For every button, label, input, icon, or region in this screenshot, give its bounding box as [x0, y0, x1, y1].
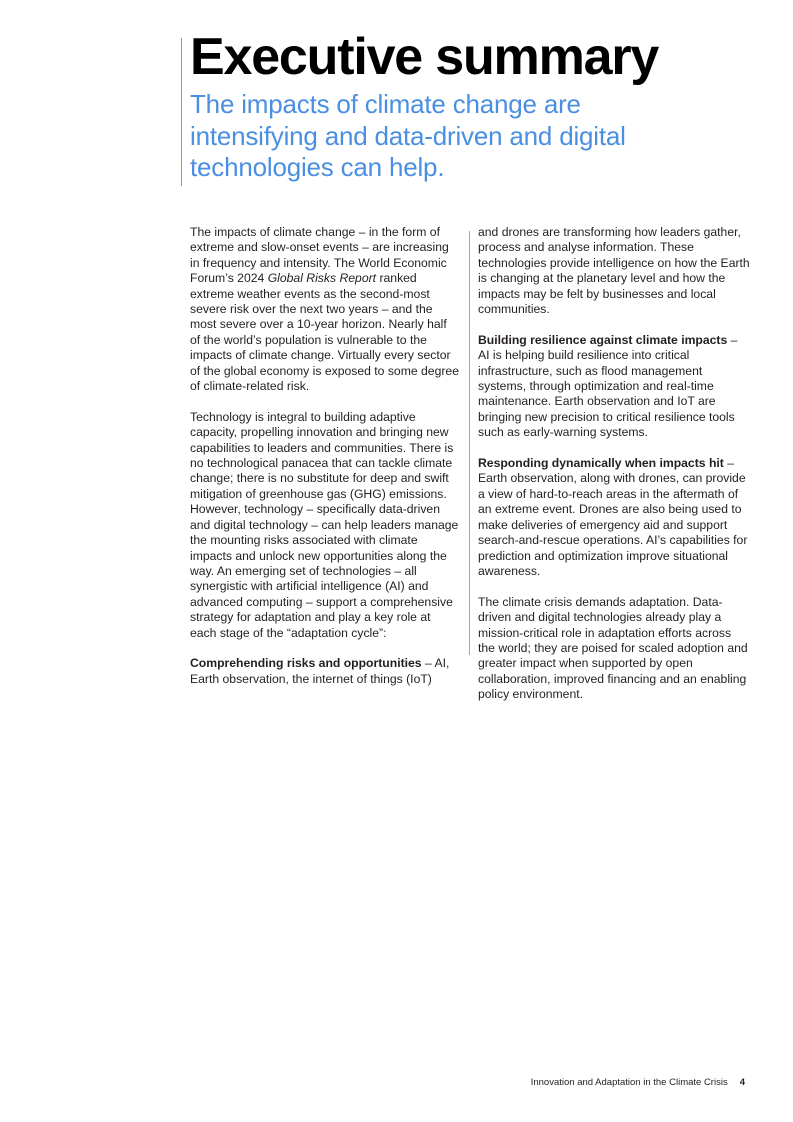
responding-lead: Responding dynamically when impacts hit	[478, 456, 724, 471]
page-subtitle: The impacts of climate change are intensifying and data-driven and digital technologies can help.	[190, 89, 626, 182]
responding-text: – Earth observation, along with drones, can provide a view of hard-to-reach areas in the aftermath of an extreme event. Drones are also being used to make deliveries of emergency aid and support search-and-rescue operations. AI’s capabilities for prediction and optimization improve situational awareness.	[478, 456, 748, 578]
column-divider	[469, 231, 470, 655]
intro-paragraph	[190, 225, 460, 394]
comprehending-text: – AI, Earth observation, the internet of things (IoT)	[190, 656, 450, 686]
intro-text-after: ranked extreme weather events as the second-most severe risk over the next two years – and the most severe over a 10-year horizon. Nearly half of the world’s population is vulnerable to the impacts of climate change. Virtually every sector of the global economy is exposed to some degree of climate-related risk.	[190, 271, 459, 394]
page-number: 4	[739, 1077, 745, 1088]
resilience-text: – AI is helping build resilience into critical infrastructure, such as flood management systems, through optimization and real-time maintenance. Earth observation and IoT are bringing new precision to critical resilience tools such as early-warning systems.	[478, 332, 738, 440]
technology-paragraph: Technology is integral to building adaptive capacity, propelling innovation and bringing new capabilities to leaders and communities. There is no technological panacea that can tackle climate change; there is no substitute for deep and swift mitigation of greenhouse gas (GHG) emissions. However, technology – specifically data-driven and digital technology – can help leaders manage the mounting risks associated with climate impacts and unlock new opportunities along the way. An emerging set of technologies – all synergistic with artificial intelligence (AI) and advanced computing – support a comprehensive strategy for adaptation and play a key role at each stage of the “adaptation cycle”:	[190, 409, 459, 640]
footer-report-title: Innovation and Adaptation in the Climate Crisis	[530, 1077, 728, 1088]
title-vertical-rule	[181, 38, 182, 186]
conclusion-paragraph: The climate crisis demands adaptation. Data-driven and digital technologies already play a mission-critical role in adaptation efforts across the world; they are poised for scaled adoption and greater impact when supported by open collaboration, improved financing and an enabling policy environment.	[478, 594, 748, 702]
responding-paragraph	[478, 456, 750, 579]
page-footer	[531, 1077, 745, 1088]
left-column	[190, 225, 460, 687]
right-column	[478, 225, 750, 703]
resilience-paragraph	[478, 333, 750, 441]
intro-text-before: The impacts of climate change – in the form of extreme and slow-onset events – are increasing in frequency and intensity. The World Economic Forum’s 2024	[190, 225, 449, 286]
comprehending-paragraph	[190, 656, 460, 687]
resilience-lead: Building resilience against climate impacts	[478, 332, 728, 347]
page-title: Executive summary	[190, 28, 659, 86]
continuation-paragraph: and drones are transforming how leaders gather, process and analyse information. These technologies provide intelligence on how the Earth is changing at the planetary level and how the impacts may be felt by businesses and local communities.	[478, 225, 750, 317]
report-name: Global Risks Report	[267, 271, 377, 286]
comprehending-lead: Comprehending risks and opportunities	[190, 656, 422, 671]
